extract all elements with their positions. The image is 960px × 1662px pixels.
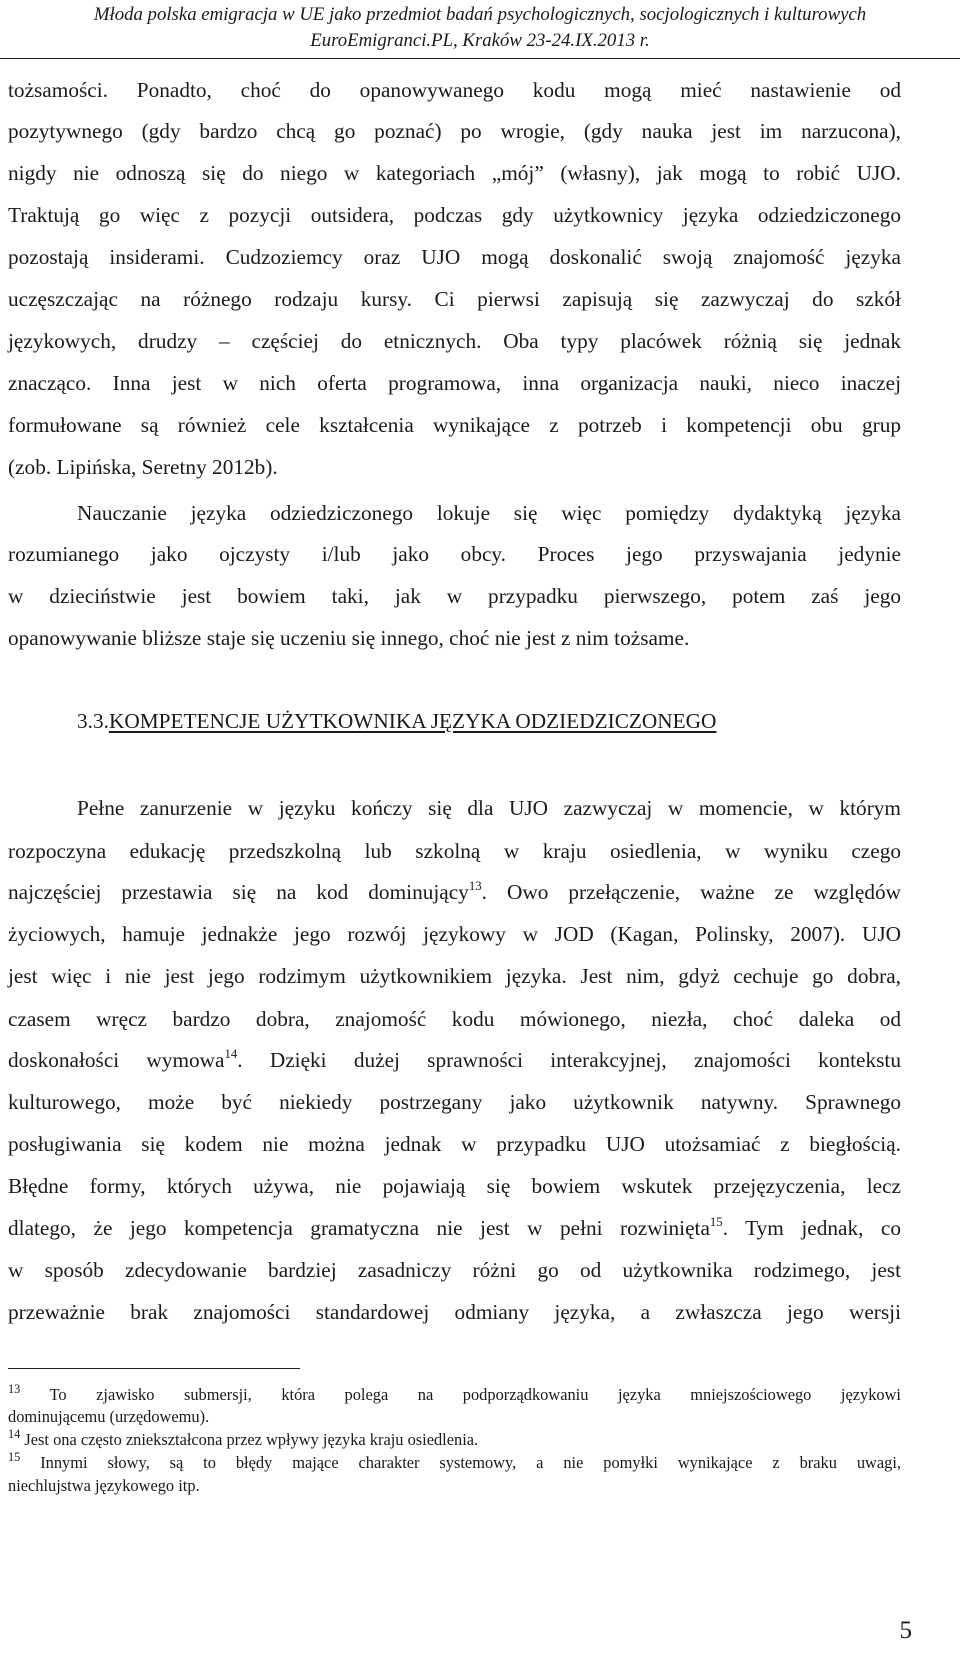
- footnote-13: $^{13}$ To zjawisko submersji, która polega na podporządkowaniu języka mniejszościowego językowi: [8, 1381, 901, 1404]
- running-header: [0, 0, 960, 59]
- body-line: w sposób zdecydowanie bardziej zasadniczy różni go od użytkownika rodzimego, jest: [8, 1258, 901, 1282]
- body-line: kulturowego, może być niekiedy postrzegany jako użytkownik natywny. Sprawnego: [8, 1090, 901, 1114]
- body-line: w dzieciństwie jest bowiem taki, jak w przypadku pierwszego, potem zaś jego: [8, 584, 901, 608]
- body-line: Traktują go więc z pozycji outsidera, podczas gdy użytkownicy języka odziedziczonego: [8, 203, 901, 227]
- footnote-ref-13[interactable]: 13: [468, 879, 482, 894]
- body-line: rozpoczyna edukację przedszkolną lub szkolną w kraju osiedlenia, w wyniku czego: [8, 839, 901, 863]
- section-heading: [77, 708, 716, 735]
- header-conference: EuroEmigranci.PL, Kraków 23-24.IX.2013 r.: [310, 30, 650, 51]
- footnote-number: 15: [8, 1449, 21, 1464]
- body-line: doskonałości wymowa$^{14}$. Dzięki dużej sprawności interakcyjnej, znajomości kontekstu: [8, 1047, 901, 1072]
- section-number: 3.3.: [77, 709, 109, 733]
- body-line: nigdy nie odnoszą się do niego w kategoriach „mój” (własny), jak mogą to robić UJO.: [8, 161, 901, 185]
- body-line: rozumianego jako ojczysty i/lub jako obcy. Proces jego przyswajania jedynie: [8, 542, 901, 566]
- body-line: przeważnie brak znajomości standardowej odmiany języka, a zwłaszcza jego wersji: [8, 1300, 901, 1324]
- footnote-15: $^{15}$ Innymi słowy, są to błędy mające charakter systemowy, a nie pomyłki wynikające z braku uwagi,: [8, 1449, 901, 1472]
- body-line: posługiwania się kodem nie można jednak w przypadku UJO utożsamiać z biegłością.: [8, 1132, 901, 1156]
- body-line: życiowych, hamuje jednakże jego rozwój językowy w JOD (Kagan, Polinsky, 2007). UJO: [8, 922, 901, 946]
- body-line: uczęszczając na różnego rodzaju kursy. Ci pierwsi zapisują się zazwyczaj do szkół: [8, 287, 901, 311]
- body-line: czasem wręcz bardzo dobra, znajomość kodu mówionego, niezła, choć daleka od: [8, 1007, 901, 1031]
- body-line: Pełne zanurzenie w języku kończy się dla UJO zazwyczaj w momencie, w którym: [77, 796, 901, 820]
- body-line: Nauczanie języka odziedziczonego lokuje się więc pomiędzy dydaktyką języka: [77, 501, 901, 525]
- footnote-ref-15[interactable]: 15: [709, 1215, 723, 1230]
- body-line: językowych, drudzy – częściej do etnicznych. Oba typy placówek różnią się jednak: [8, 329, 901, 353]
- body-line: tożsamości. Ponadto, choć do opanowywanego kodu mogą mieć nastawienie od: [8, 78, 901, 102]
- body-line: jest więc i nie jest jego rodzimym użytkownikiem języka. Jest nim, gdyż cechuje go dobra,: [8, 964, 901, 988]
- body-line: znacząco. Inna jest w nich oferta programowa, inna organizacja nauki, nieco inaczej: [8, 371, 901, 395]
- footnote-13-cont: dominującemu (urzędowemu).: [8, 1407, 210, 1426]
- footnote-number: 13: [8, 1381, 21, 1396]
- body-line: Błędne formy, których używa, nie pojawiają się bowiem wskutek przejęzyczenia, lecz: [8, 1174, 901, 1198]
- body-line: (zob. Lipińska, Seretny 2012b).: [8, 455, 278, 479]
- section-title: KOMPETENCJE UŻYTKOWNIKA JĘZYKA ODZIEDZICZONEGO: [108, 709, 717, 733]
- footnote-15-cont: niechlujstwa językowego itp.: [8, 1476, 200, 1495]
- footnote-14: $^{14}$ Jest ona często zniekształcona przez wpływy języka kraju osiedlenia.: [8, 1426, 479, 1449]
- page-number: 5: [899, 1617, 912, 1644]
- body-line: formułowane są również cele kształcenia wynikające z potrzeb i kompetencji obu grup: [8, 413, 901, 437]
- header-title: Młoda polska emigracja w UE jako przedmiot badań psychologicznych, socjologicznych i kulturowych: [93, 4, 867, 25]
- body-line: dlatego, że jego kompetencja gramatyczna nie jest w pełni rozwinięta$^{15}$. Tym jednak, co: [8, 1215, 901, 1240]
- body-line: opanowywanie bliższe staje się uczeniu się innego, choć nie jest z nim tożsame.: [8, 626, 690, 650]
- footnote-ref-14[interactable]: 14: [224, 1047, 238, 1062]
- body-line: najczęściej przestawia się na kod dominujący$^{13}$. Owo przełączenie, ważne ze względów: [8, 879, 902, 904]
- body-line: pozostają insiderami. Cudzoziemcy oraz UJO mogą doskonalić swoją znajomość języka: [8, 245, 901, 269]
- body-line: pozytywnego (gdy bardzo chcą go poznać) po wrogie, (gdy nauka jest im narzucona),: [8, 119, 901, 143]
- footnote-number: 14: [8, 1426, 21, 1441]
- footnote-separator: [8, 1368, 300, 1369]
